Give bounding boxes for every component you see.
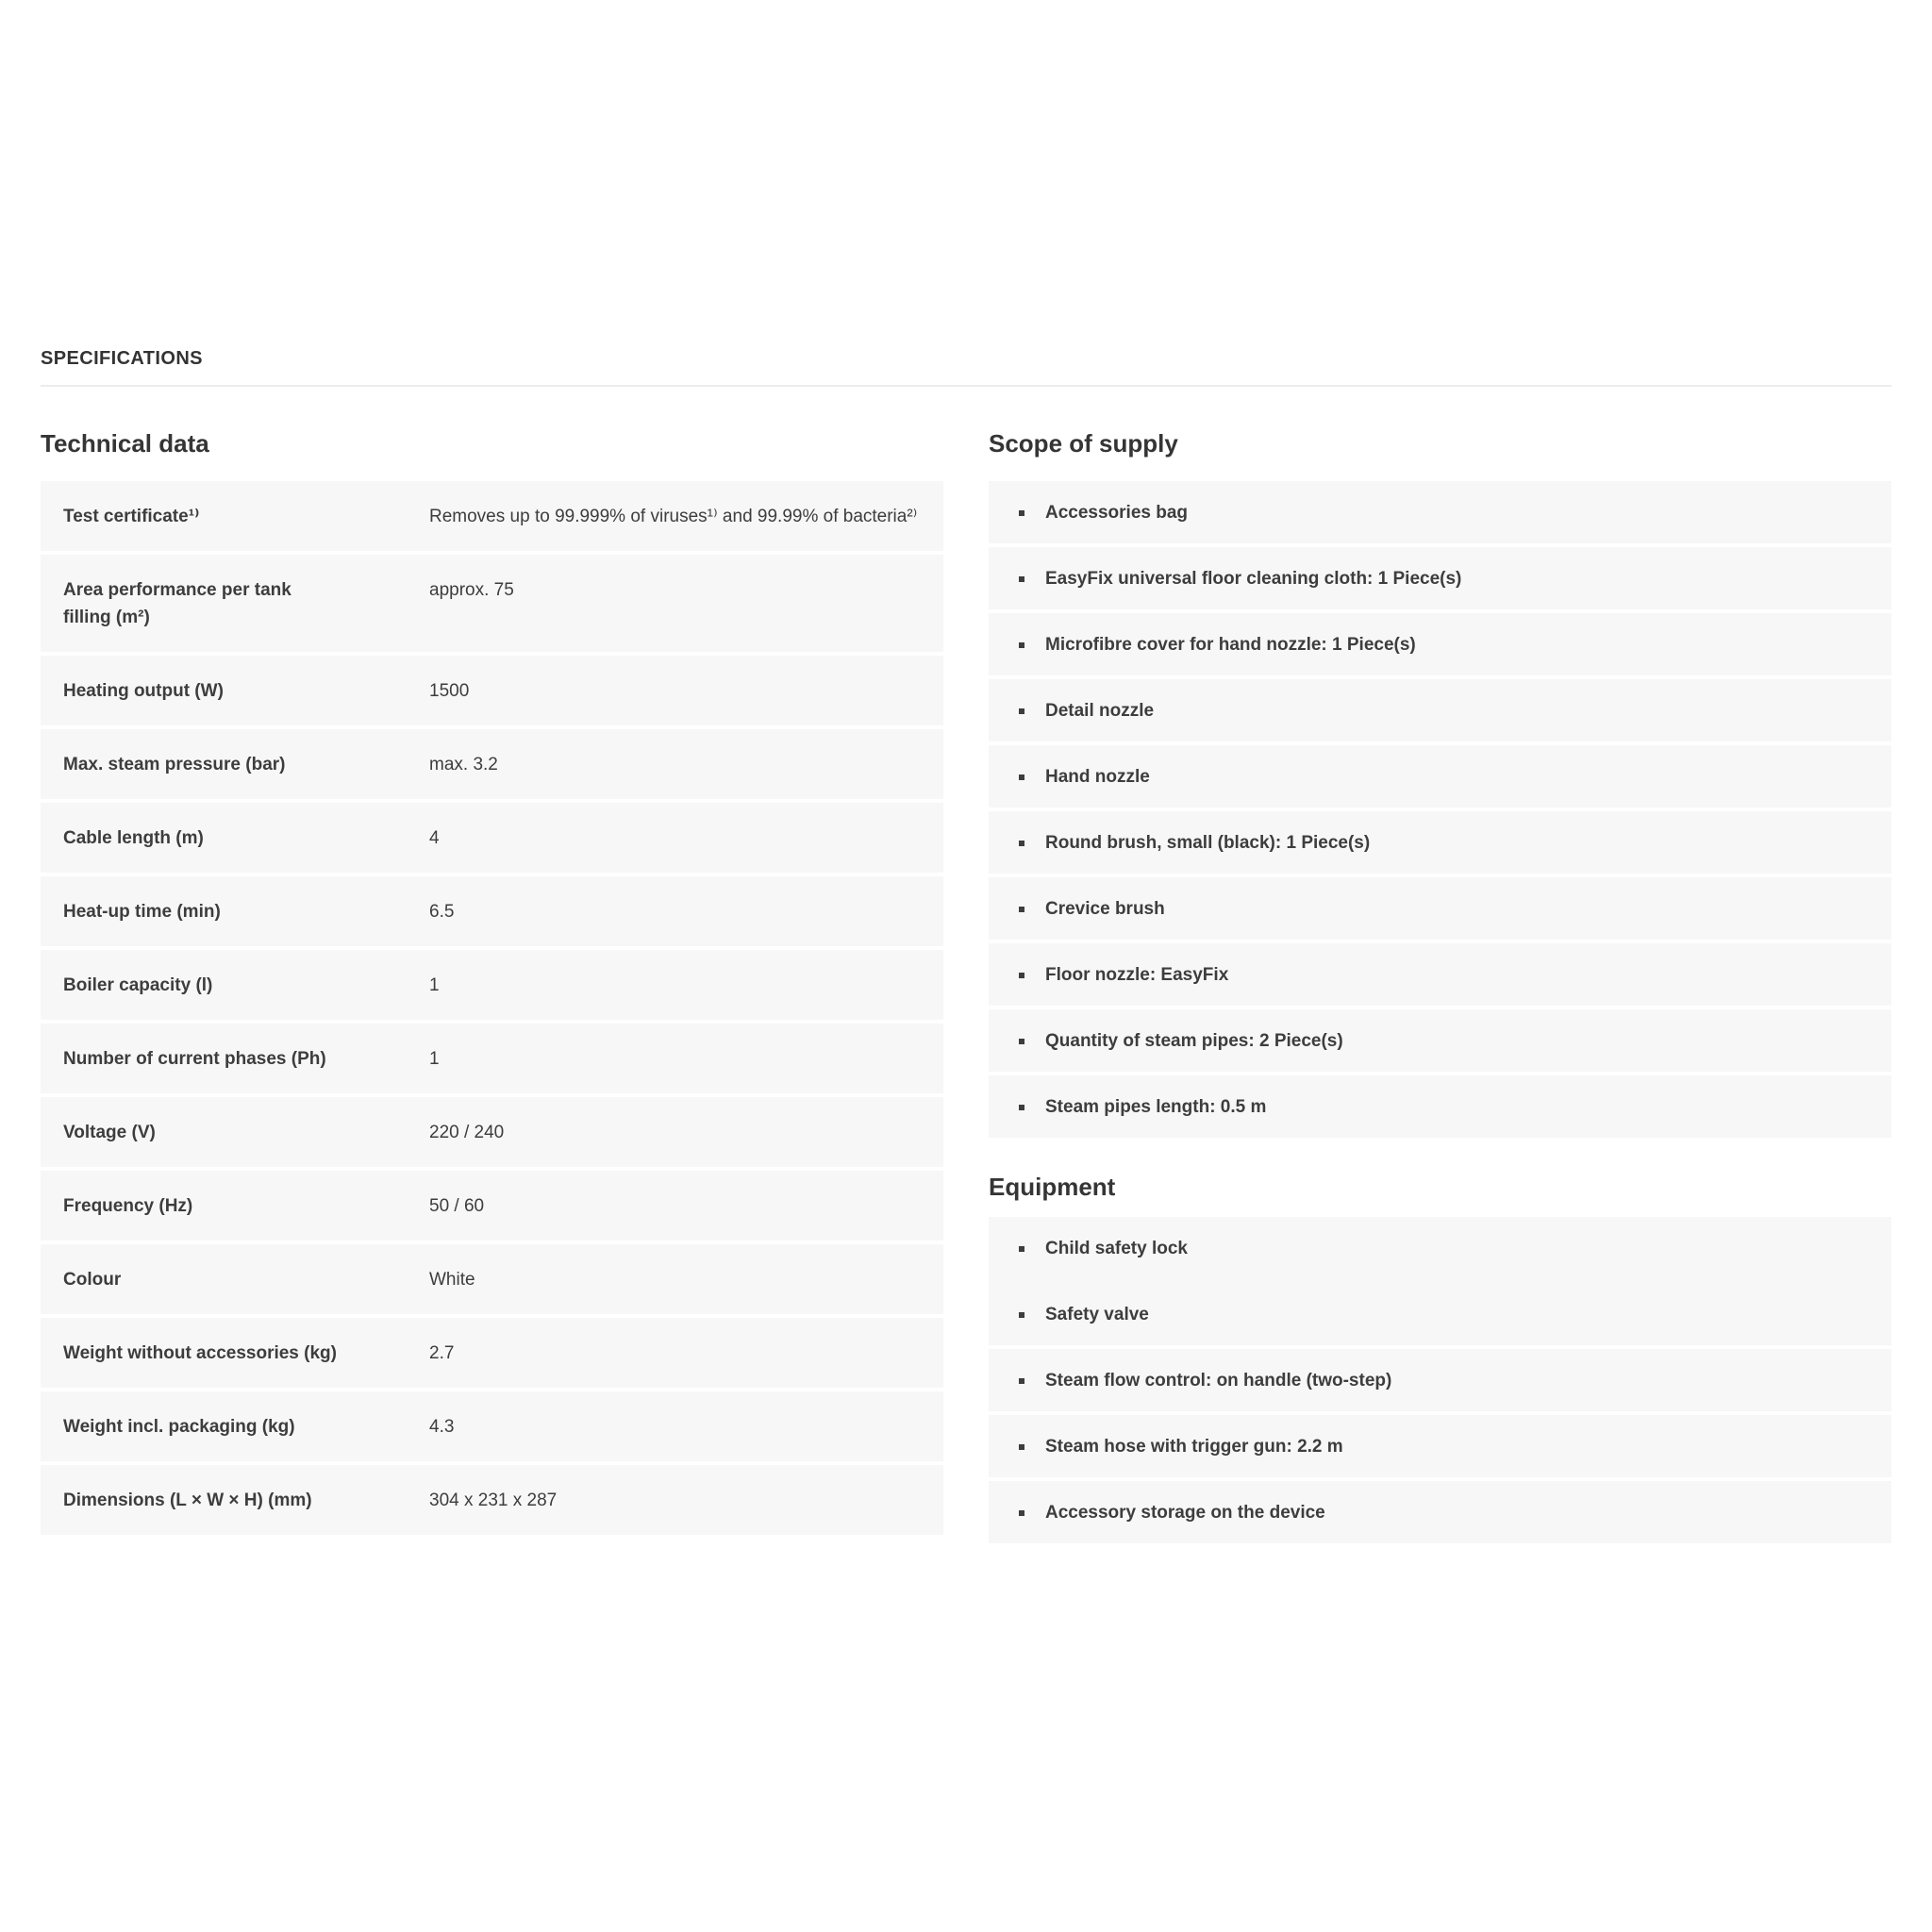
list-item: [989, 679, 1891, 745]
scope-of-supply-list: [989, 481, 1891, 1138]
bullet-icon: [1019, 1039, 1024, 1044]
list-item-label: Round brush, small (black): 1 Piece(s): [1045, 833, 1371, 853]
spec-value: max. 3.2: [429, 755, 498, 774]
list-item: [989, 613, 1891, 679]
list-item-label: Steam hose with trigger gun: 2.2 m: [1045, 1437, 1343, 1457]
list-item: [989, 811, 1891, 877]
list-item: [989, 1217, 1891, 1283]
spec-row: [41, 481, 943, 555]
technical-data-table: [41, 481, 943, 1535]
list-item-label: EasyFix universal floor cleaning cloth: 1 Piece(s): [1045, 569, 1462, 589]
spec-label: Area performance per tank filling (m²): [63, 580, 291, 627]
list-item-label: Steam pipes length: 0.5 m: [1045, 1097, 1267, 1117]
bullet-icon: [1019, 1312, 1024, 1318]
spec-label: Cable length (m): [63, 828, 204, 848]
spec-value: 50 / 60: [429, 1196, 485, 1216]
list-item-label: Quantity of steam pipes: 2 Piece(s): [1045, 1031, 1343, 1051]
list-item: [989, 877, 1891, 943]
list-item: [989, 943, 1891, 1009]
bullet-icon: [1019, 973, 1024, 978]
spec-row: [41, 1097, 943, 1171]
spec-value: 1500: [429, 681, 470, 701]
spec-row: [41, 656, 943, 729]
spec-value: 304 x 231 x 287: [429, 1491, 558, 1510]
list-item-label: Child safety lock: [1045, 1239, 1188, 1258]
spec-row: [41, 803, 943, 876]
list-item-label: Accessory storage on the device: [1045, 1503, 1325, 1523]
spec-row: [41, 555, 943, 656]
list-item-label: Detail nozzle: [1045, 701, 1155, 721]
spec-value: 1: [429, 1049, 440, 1069]
spec-label: Weight without accessories (kg): [63, 1343, 337, 1363]
bullet-icon: [1019, 774, 1024, 780]
bullet-icon: [1019, 642, 1024, 648]
bullet-icon: [1019, 1105, 1024, 1110]
scope-of-supply-heading: Scope of supply: [989, 429, 1178, 458]
spec-label: Max. steam pressure (bar): [63, 755, 286, 774]
spec-label: Frequency (Hz): [63, 1196, 193, 1216]
technical-data-section: [41, 428, 943, 1535]
spec-label: Number of current phases (Ph): [63, 1049, 326, 1069]
bullet-icon: [1019, 907, 1024, 912]
spec-label: Heat-up time (min): [63, 902, 221, 922]
list-item: [989, 547, 1891, 613]
list-item: [989, 1481, 1891, 1543]
spec-value: Removes up to 99.999% of viruses¹⁾ and 99.99% of bacteria²⁾: [429, 507, 918, 526]
spec-row: [41, 1024, 943, 1097]
spec-value: 4.3: [429, 1417, 455, 1437]
spec-label: Colour: [63, 1270, 122, 1290]
spec-value: 4: [429, 828, 440, 848]
spec-label: Heating output (W): [63, 681, 224, 701]
bullet-icon: [1019, 1246, 1024, 1252]
list-item-label: Crevice brush: [1045, 899, 1165, 919]
bullet-icon: [1019, 576, 1024, 582]
technical-data-heading: Technical data: [41, 429, 209, 458]
bullet-icon: [1019, 708, 1024, 714]
bullet-icon: [1019, 1378, 1024, 1384]
list-item: [989, 1415, 1891, 1481]
list-item-label: Steam flow control: on handle (two-step): [1045, 1371, 1392, 1391]
spec-row: [41, 1171, 943, 1244]
spec-row: [41, 876, 943, 950]
bullet-icon: [1019, 841, 1024, 846]
spec-value: 2.7: [429, 1343, 455, 1363]
spec-row: [41, 950, 943, 1024]
list-item-label: Hand nozzle: [1045, 767, 1150, 787]
spec-value: approx. 75: [429, 580, 514, 600]
spec-value: 220 / 240: [429, 1123, 505, 1142]
spec-value: 1: [429, 975, 440, 995]
spec-label: Voltage (V): [63, 1123, 156, 1142]
list-item-label: Accessories bag: [1045, 503, 1189, 523]
list-item-label: Microfibre cover for hand nozzle: 1 Piece(s): [1045, 635, 1416, 655]
list-item-label: Safety valve: [1045, 1305, 1149, 1324]
spec-label: Boiler capacity (l): [63, 975, 213, 995]
list-item: [989, 1283, 1891, 1349]
spec-row: [41, 1318, 943, 1391]
divider: [41, 385, 1891, 387]
equipment-list: [989, 1217, 1891, 1543]
list-item: [989, 481, 1891, 547]
list-item: [989, 1349, 1891, 1415]
list-item-label: Floor nozzle: EasyFix: [1045, 965, 1229, 985]
spec-value: White: [429, 1270, 475, 1290]
equipment-heading: Equipment: [989, 1173, 1116, 1201]
specifications-columns: [41, 428, 1891, 1543]
bullet-icon: [1019, 1444, 1024, 1450]
supply-equipment-section: [989, 428, 1891, 1543]
spec-row: [41, 729, 943, 803]
specifications-title: SPECIFICATIONS: [41, 348, 203, 369]
spec-row: [41, 1391, 943, 1465]
spec-row: [41, 1465, 943, 1535]
spec-label: Dimensions (L × W × H) (mm): [63, 1491, 312, 1510]
list-item: [989, 745, 1891, 811]
bullet-icon: [1019, 510, 1024, 516]
list-item: [989, 1075, 1891, 1138]
bullet-icon: [1019, 1510, 1024, 1516]
spec-label: Test certificate¹⁾: [63, 507, 200, 526]
spec-row: [41, 1244, 943, 1318]
spec-label: Weight incl. packaging (kg): [63, 1417, 295, 1437]
spec-value: 6.5: [429, 902, 455, 922]
list-item: [989, 1009, 1891, 1075]
